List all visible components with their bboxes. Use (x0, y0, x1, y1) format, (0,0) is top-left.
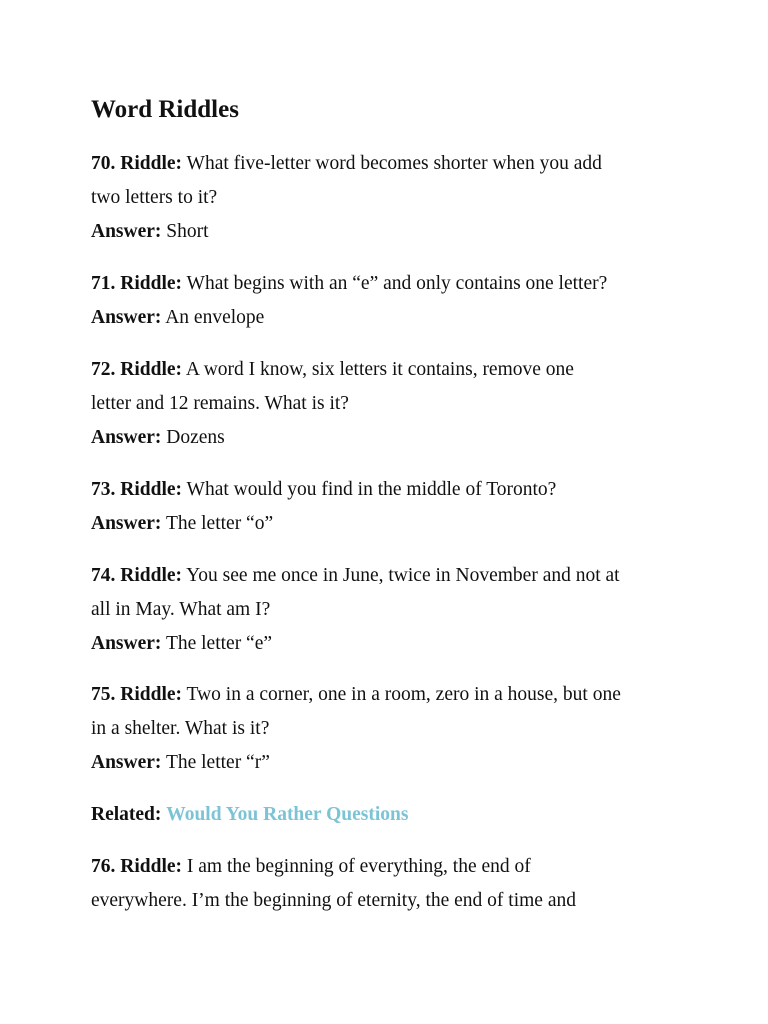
answer-text: Short (166, 221, 209, 242)
riddle-text: in a shelter. What is it? (91, 718, 270, 739)
riddle-number: 70. (91, 153, 116, 174)
riddle-number: 72. (91, 359, 116, 380)
answer-label: Answer: (91, 307, 162, 328)
riddle-text: You see me once in June, twice in November and not at (186, 565, 620, 586)
riddle-75 (91, 678, 731, 780)
riddle-73 (91, 473, 731, 541)
answer-line (91, 746, 731, 780)
riddle-76 (91, 850, 731, 918)
riddle-line (91, 147, 731, 181)
riddle-number: 71. (91, 273, 116, 294)
answer-label: Answer: (91, 221, 162, 242)
riddle-number: 75. (91, 684, 116, 705)
answer-label: Answer: (91, 427, 162, 448)
answer-text: The letter “r” (165, 752, 270, 773)
related-line (91, 798, 731, 832)
riddle-line (91, 353, 731, 387)
answer-line (91, 627, 731, 661)
riddle-line (91, 850, 731, 884)
riddle-text: letter and 12 remains. What is it? (91, 393, 349, 414)
riddle-70 (91, 147, 731, 249)
riddle-text: A word I know, six letters it contains, remove one (185, 359, 574, 380)
riddle-71 (91, 267, 731, 335)
riddle-text: Two in a corner, one in a room, zero in a house, but one (186, 684, 621, 705)
related-section (91, 798, 731, 832)
answer-label: Answer: (91, 513, 162, 534)
riddle-label: Riddle: (120, 359, 183, 380)
answer-line (91, 507, 731, 541)
answer-text: The letter “e” (165, 633, 273, 654)
riddle-text: What begins with an “e” and only contains one letter? (186, 273, 608, 294)
riddle-text: two letters to it? (91, 187, 218, 208)
answer-line (91, 421, 731, 455)
riddle-number: 73. (91, 479, 116, 500)
riddle-text: I am the beginning of everything, the end of (186, 856, 531, 877)
answer-line (91, 215, 731, 249)
riddle-label: Riddle: (120, 684, 183, 705)
riddle-label: Riddle: (120, 856, 183, 877)
riddle-label: Riddle: (120, 479, 183, 500)
answer-text: An envelope (165, 307, 265, 328)
riddle-label: Riddle: (120, 565, 183, 586)
riddle-text: all in May. What am I? (91, 599, 271, 620)
riddle-text: What five-letter word becomes shorter when you add (186, 153, 602, 174)
riddle-line (91, 267, 731, 301)
riddle-74 (91, 559, 731, 661)
answer-label: Answer: (91, 752, 162, 773)
page-title: Word Riddles (91, 96, 239, 123)
answer-text: The letter “o” (165, 513, 274, 534)
riddle-label: Riddle: (120, 273, 183, 294)
riddle-text: What would you find in the middle of Toronto? (186, 479, 557, 500)
riddle-line (91, 559, 731, 593)
answer-text: Dozens (166, 427, 225, 448)
riddle-number: 76. (91, 856, 116, 877)
riddle-line (91, 678, 731, 712)
related-label: Related: (91, 804, 162, 825)
riddle-number: 74. (91, 565, 116, 586)
answer-label: Answer: (91, 633, 162, 654)
answer-line (91, 301, 731, 335)
riddle-label: Riddle: (120, 153, 183, 174)
riddle-72 (91, 353, 731, 455)
riddle-line (91, 473, 731, 507)
related-link[interactable]: Would You Rather Questions (166, 804, 409, 825)
riddle-text: everywhere. I’m the beginning of eternity, the end of time and (91, 890, 576, 911)
